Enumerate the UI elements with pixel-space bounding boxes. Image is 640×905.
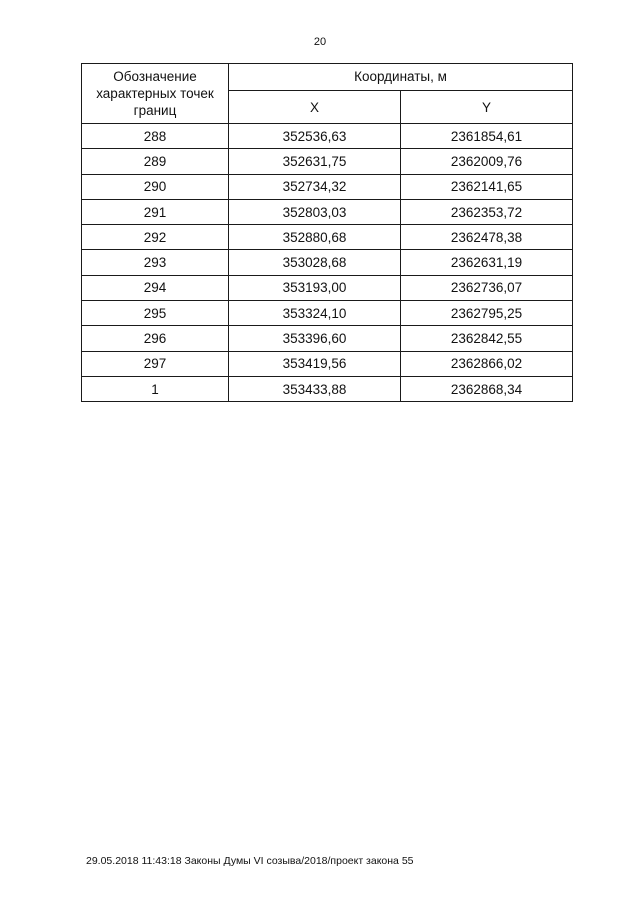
x-cell: 353433,88 bbox=[229, 376, 401, 401]
table-row bbox=[82, 225, 573, 250]
y-cell: 2362009,76 bbox=[401, 149, 573, 174]
y-cell: 2362866,02 bbox=[401, 351, 573, 376]
header-y: Y bbox=[401, 91, 573, 124]
table-row bbox=[82, 301, 573, 326]
point-cell: 289 bbox=[82, 149, 229, 174]
page-number: 20 bbox=[313, 36, 327, 48]
point-cell: 291 bbox=[82, 199, 229, 224]
header-coordinates-label: Координаты, м bbox=[229, 64, 573, 91]
y-cell: 2362141,65 bbox=[401, 174, 573, 199]
table-row bbox=[82, 149, 573, 174]
table-row bbox=[82, 124, 573, 149]
footer-text: 29.05.2018 11:43:18 Законы Думы VI созыва/2018/проект закона 55 bbox=[86, 855, 414, 867]
table-row bbox=[82, 174, 573, 199]
header-x: X bbox=[229, 91, 401, 124]
table-row bbox=[82, 275, 573, 300]
x-cell: 353396,60 bbox=[229, 326, 401, 351]
x-cell: 353193,00 bbox=[229, 275, 401, 300]
x-cell: 352880,68 bbox=[229, 225, 401, 250]
y-cell: 2362795,25 bbox=[401, 301, 573, 326]
x-cell: 352734,32 bbox=[229, 174, 401, 199]
point-cell: 293 bbox=[82, 250, 229, 275]
point-cell: 1 bbox=[82, 376, 229, 401]
y-cell: 2362842,55 bbox=[401, 326, 573, 351]
table-row bbox=[82, 351, 573, 376]
point-cell: 294 bbox=[82, 275, 229, 300]
y-cell: 2362478,38 bbox=[401, 225, 573, 250]
header-point-label: Обозначение характерных точек границ bbox=[82, 64, 229, 124]
y-cell: 2361854,61 bbox=[401, 124, 573, 149]
y-cell: 2362353,72 bbox=[401, 199, 573, 224]
table-row bbox=[82, 250, 573, 275]
y-cell: 2362631,19 bbox=[401, 250, 573, 275]
table-row bbox=[82, 199, 573, 224]
table-row bbox=[82, 326, 573, 351]
point-cell: 295 bbox=[82, 301, 229, 326]
point-cell: 297 bbox=[82, 351, 229, 376]
point-cell: 292 bbox=[82, 225, 229, 250]
point-cell: 288 bbox=[82, 124, 229, 149]
y-cell: 2362736,07 bbox=[401, 275, 573, 300]
x-cell: 352536,63 bbox=[229, 124, 401, 149]
x-cell: 352803,03 bbox=[229, 199, 401, 224]
point-cell: 290 bbox=[82, 174, 229, 199]
x-cell: 353324,10 bbox=[229, 301, 401, 326]
x-cell: 353419,56 bbox=[229, 351, 401, 376]
table-row bbox=[82, 376, 573, 401]
x-cell: 353028,68 bbox=[229, 250, 401, 275]
point-cell: 296 bbox=[82, 326, 229, 351]
coordinates-table bbox=[81, 63, 573, 402]
y-cell: 2362868,34 bbox=[401, 376, 573, 401]
x-cell: 352631,75 bbox=[229, 149, 401, 174]
